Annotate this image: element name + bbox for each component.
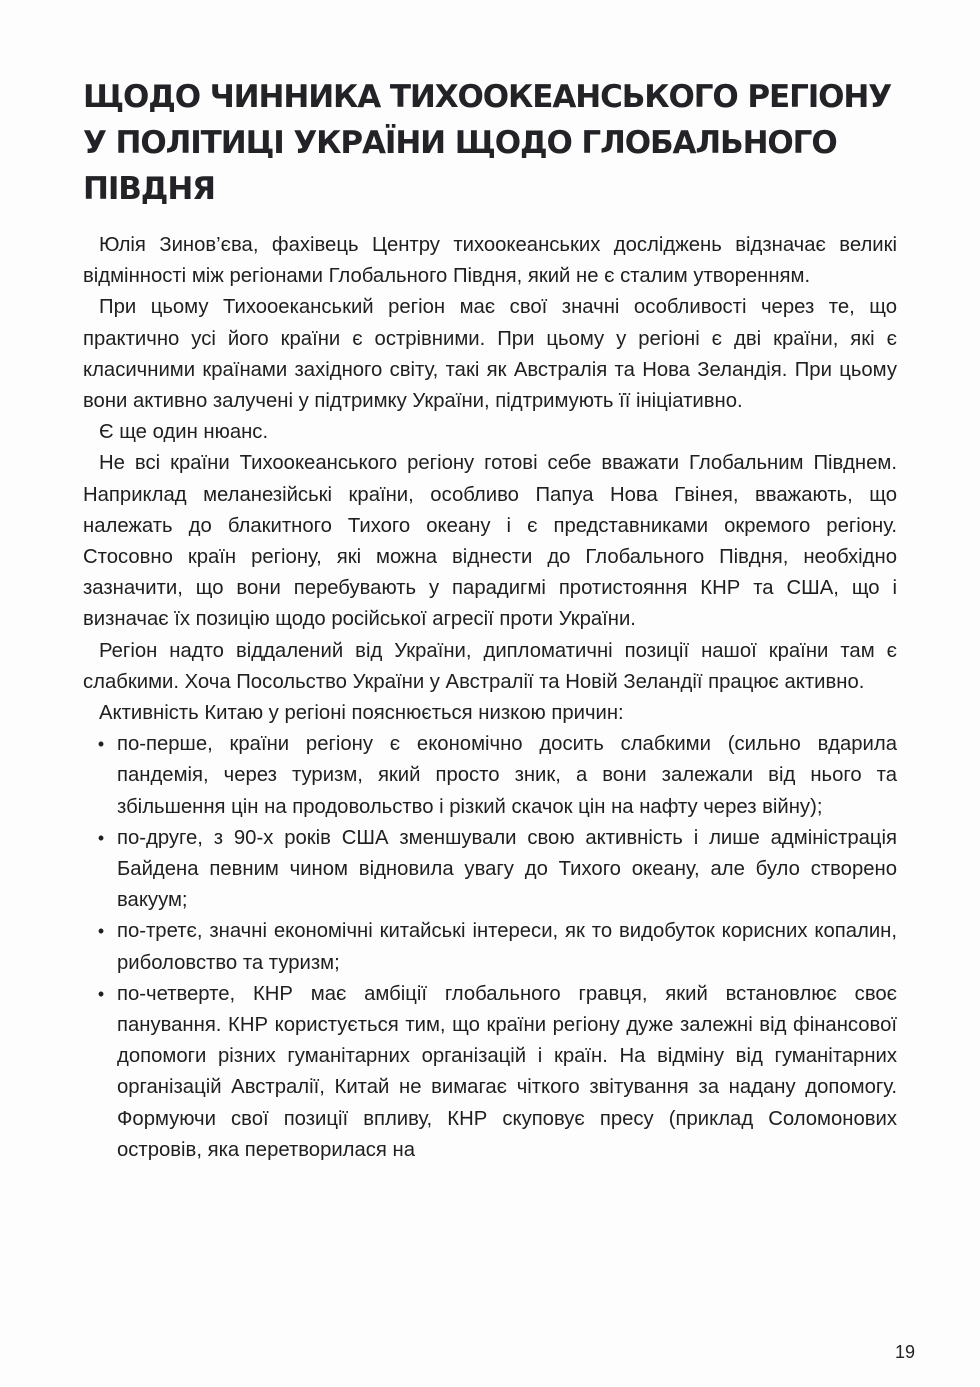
bullet-icon: • — [97, 921, 105, 942]
paragraph: Не всі країни Тихоокеанського регіону готові себе вважати Глобальним Півднем. Наприклад меланезійські країни, особливо Папуа Нова Гвінея, вважають, що належать до блакитного Тихого океану і є представниками окремого регіону. Стосовно країн регіону, які можна віднести до Глобального Півдня, необхідно зазначити, що вони перебувають у парадигмі протистояння КНР та США, що і визначає їх позицію щодо російської агресії проти України. — [83, 452, 897, 631]
paragraph: Регіон надто віддалений від України, дипломатичні позиції нашої країни там є слабкими. Хоча Посольство України у Австралії та Новій Зеландії працює активно. — [83, 639, 897, 693]
paragraph: При цьому Тихооеканський регіон має свої значні особливості через те, що практично усі його країни є острівними. При цьому у регіоні є дві країни, які є класичними країнами західного світу, такі як Австралія та Нова Зеландія. При цьому вони активно залучені у підтримку України, підтримують її ініціативно. — [83, 296, 897, 413]
list-item — [97, 916, 897, 978]
list-item-text: по-четверте, КНР має амбіції глобального гравця, який встановлює своє панування. КНР користується тим, що країни регіону дуже залежні від фінансової допомоги різних гуманітарних організацій і країн. На відміну від гуманітарних організацій Австралії, Китай не вимагає чіткого звітування за надану допомогу. Формуючи свої позиції впливу, КНР скуповує пресу (приклад Соломонових островів, яка перетворилася на — [117, 982, 897, 1161]
paragraph: Є ще один нюанс. — [99, 421, 269, 444]
bullet-icon: • — [97, 827, 105, 848]
list-item-text: по-перше, країни регіону є економічно досить слабкими (сильно вдарила пандемія, через туризм, який просто зник, а вони залежали від нього та збільшення цін на продовольство і різкий скачок цін на нафту через війну); — [117, 733, 897, 818]
list-item-text: по-третє, значні економічні китайські інтереси, як то видобуток корисних копалин, риболовство та туризм; — [117, 920, 897, 974]
bullet-icon: • — [97, 734, 105, 755]
paragraph: Юлія Зинов’єва, фахівець Центру тихоокеанських досліджень відзначає великі відмінності між регіонами Глобального Півдня, який не є сталим утворенням. — [83, 234, 897, 288]
list-item — [97, 979, 897, 1166]
paragraph: Активність Китаю у регіоні пояснюється низкою причин: — [99, 702, 624, 725]
section-heading: ЩОДО ЧИННИКА ТИХООКЕАНСЬКОГО РЕГІОНУ У ПОЛІТИЦІ УКРАЇНИ ЩОДО ГЛОБАЛЬНОГО ПІВДНЯ — [83, 79, 892, 207]
reasons-list — [83, 729, 897, 1166]
page-number: 19 — [894, 1342, 916, 1362]
document-page — [83, 74, 897, 1166]
body-text — [83, 230, 897, 1166]
bullet-icon: • — [97, 983, 105, 1004]
list-item — [97, 823, 897, 917]
list-item — [97, 729, 897, 823]
list-item-text: по-друге, з 90-х років США зменшували свою активність і лише адміністрація Байдена певним чином відновила увагу до Тихого океану, але було створено вакуум; — [117, 826, 897, 912]
